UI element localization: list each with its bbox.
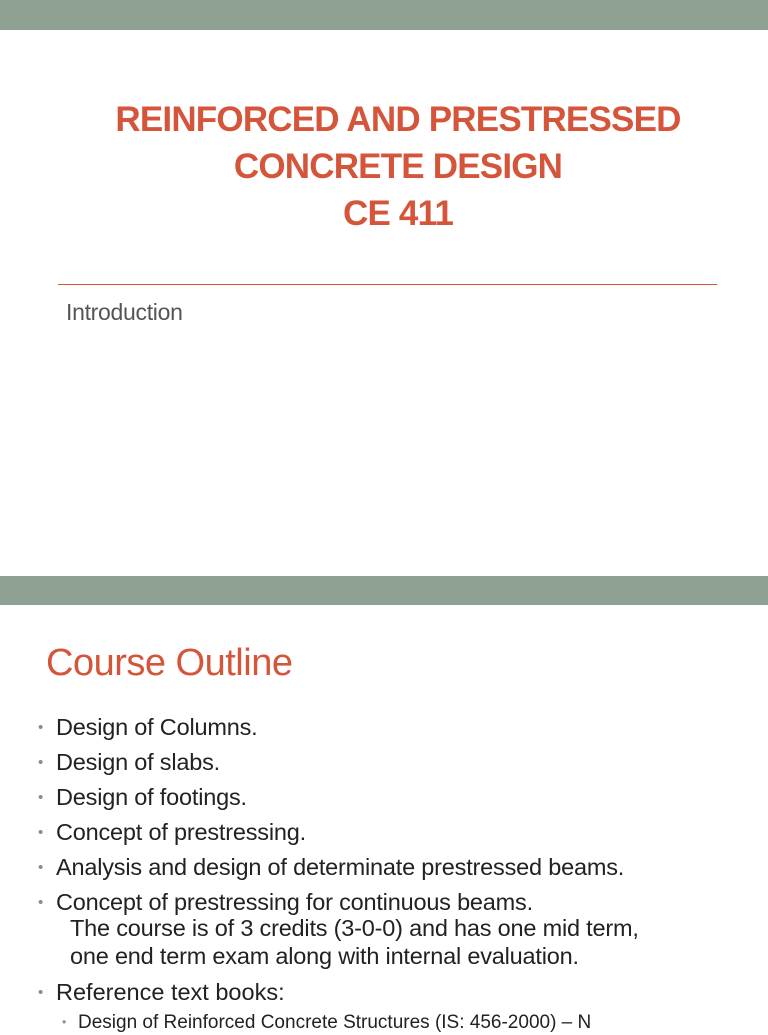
note-line: one end term exam along with internal evaluation. [70,943,579,969]
title-line: CONCRETE DESIGN [233,147,563,186]
list-item [38,780,624,815]
list-item-text: Design of footings. [56,784,247,810]
course-outline-heading: Course Outline [46,642,293,684]
bullet-icon: • [38,824,44,841]
bullet-icon: • [38,984,44,1001]
reference-books-label: Reference text books: [56,979,285,1005]
list-item-text: Concept of prestressing. [56,819,306,845]
reference-book-item [62,1010,591,1035]
course-credits-note [70,914,639,970]
title-line: CE 411 [342,194,453,233]
bullet-icon: • [38,719,44,736]
list-item [38,710,624,745]
note-line: The course is of 3 credits (3-0-0) and has one mid term, [70,915,639,941]
list-item-text: Design of Columns. [56,714,258,740]
list-item [38,815,624,850]
title-divider [58,284,717,285]
bullet-icon: • [62,1015,67,1029]
list-item-text: Analysis and design of determinate prestressed beams. [56,854,625,880]
reference-books-item [38,975,285,1010]
bullet-icon: • [38,754,44,771]
list-item-text: Design of slabs. [56,749,220,775]
slide-subtitle: Introduction [66,299,183,325]
bullet-icon: • [38,859,44,876]
reference-book-text: Design of Reinforced Concrete Structures (IS: 456-2000) – N [78,1012,592,1033]
outline-list [38,710,624,920]
bullet-icon: • [38,789,44,806]
list-item-text: Concept of prestressing for continuous beams. [56,889,533,915]
title-line: REINFORCED AND PRESTRESSED [115,100,681,139]
list-item [38,850,624,885]
slide-title [60,96,736,237]
slide-separator-band [0,576,768,605]
bullet-icon: • [38,894,44,911]
list-item [38,745,624,780]
slide-top-band [0,0,768,30]
